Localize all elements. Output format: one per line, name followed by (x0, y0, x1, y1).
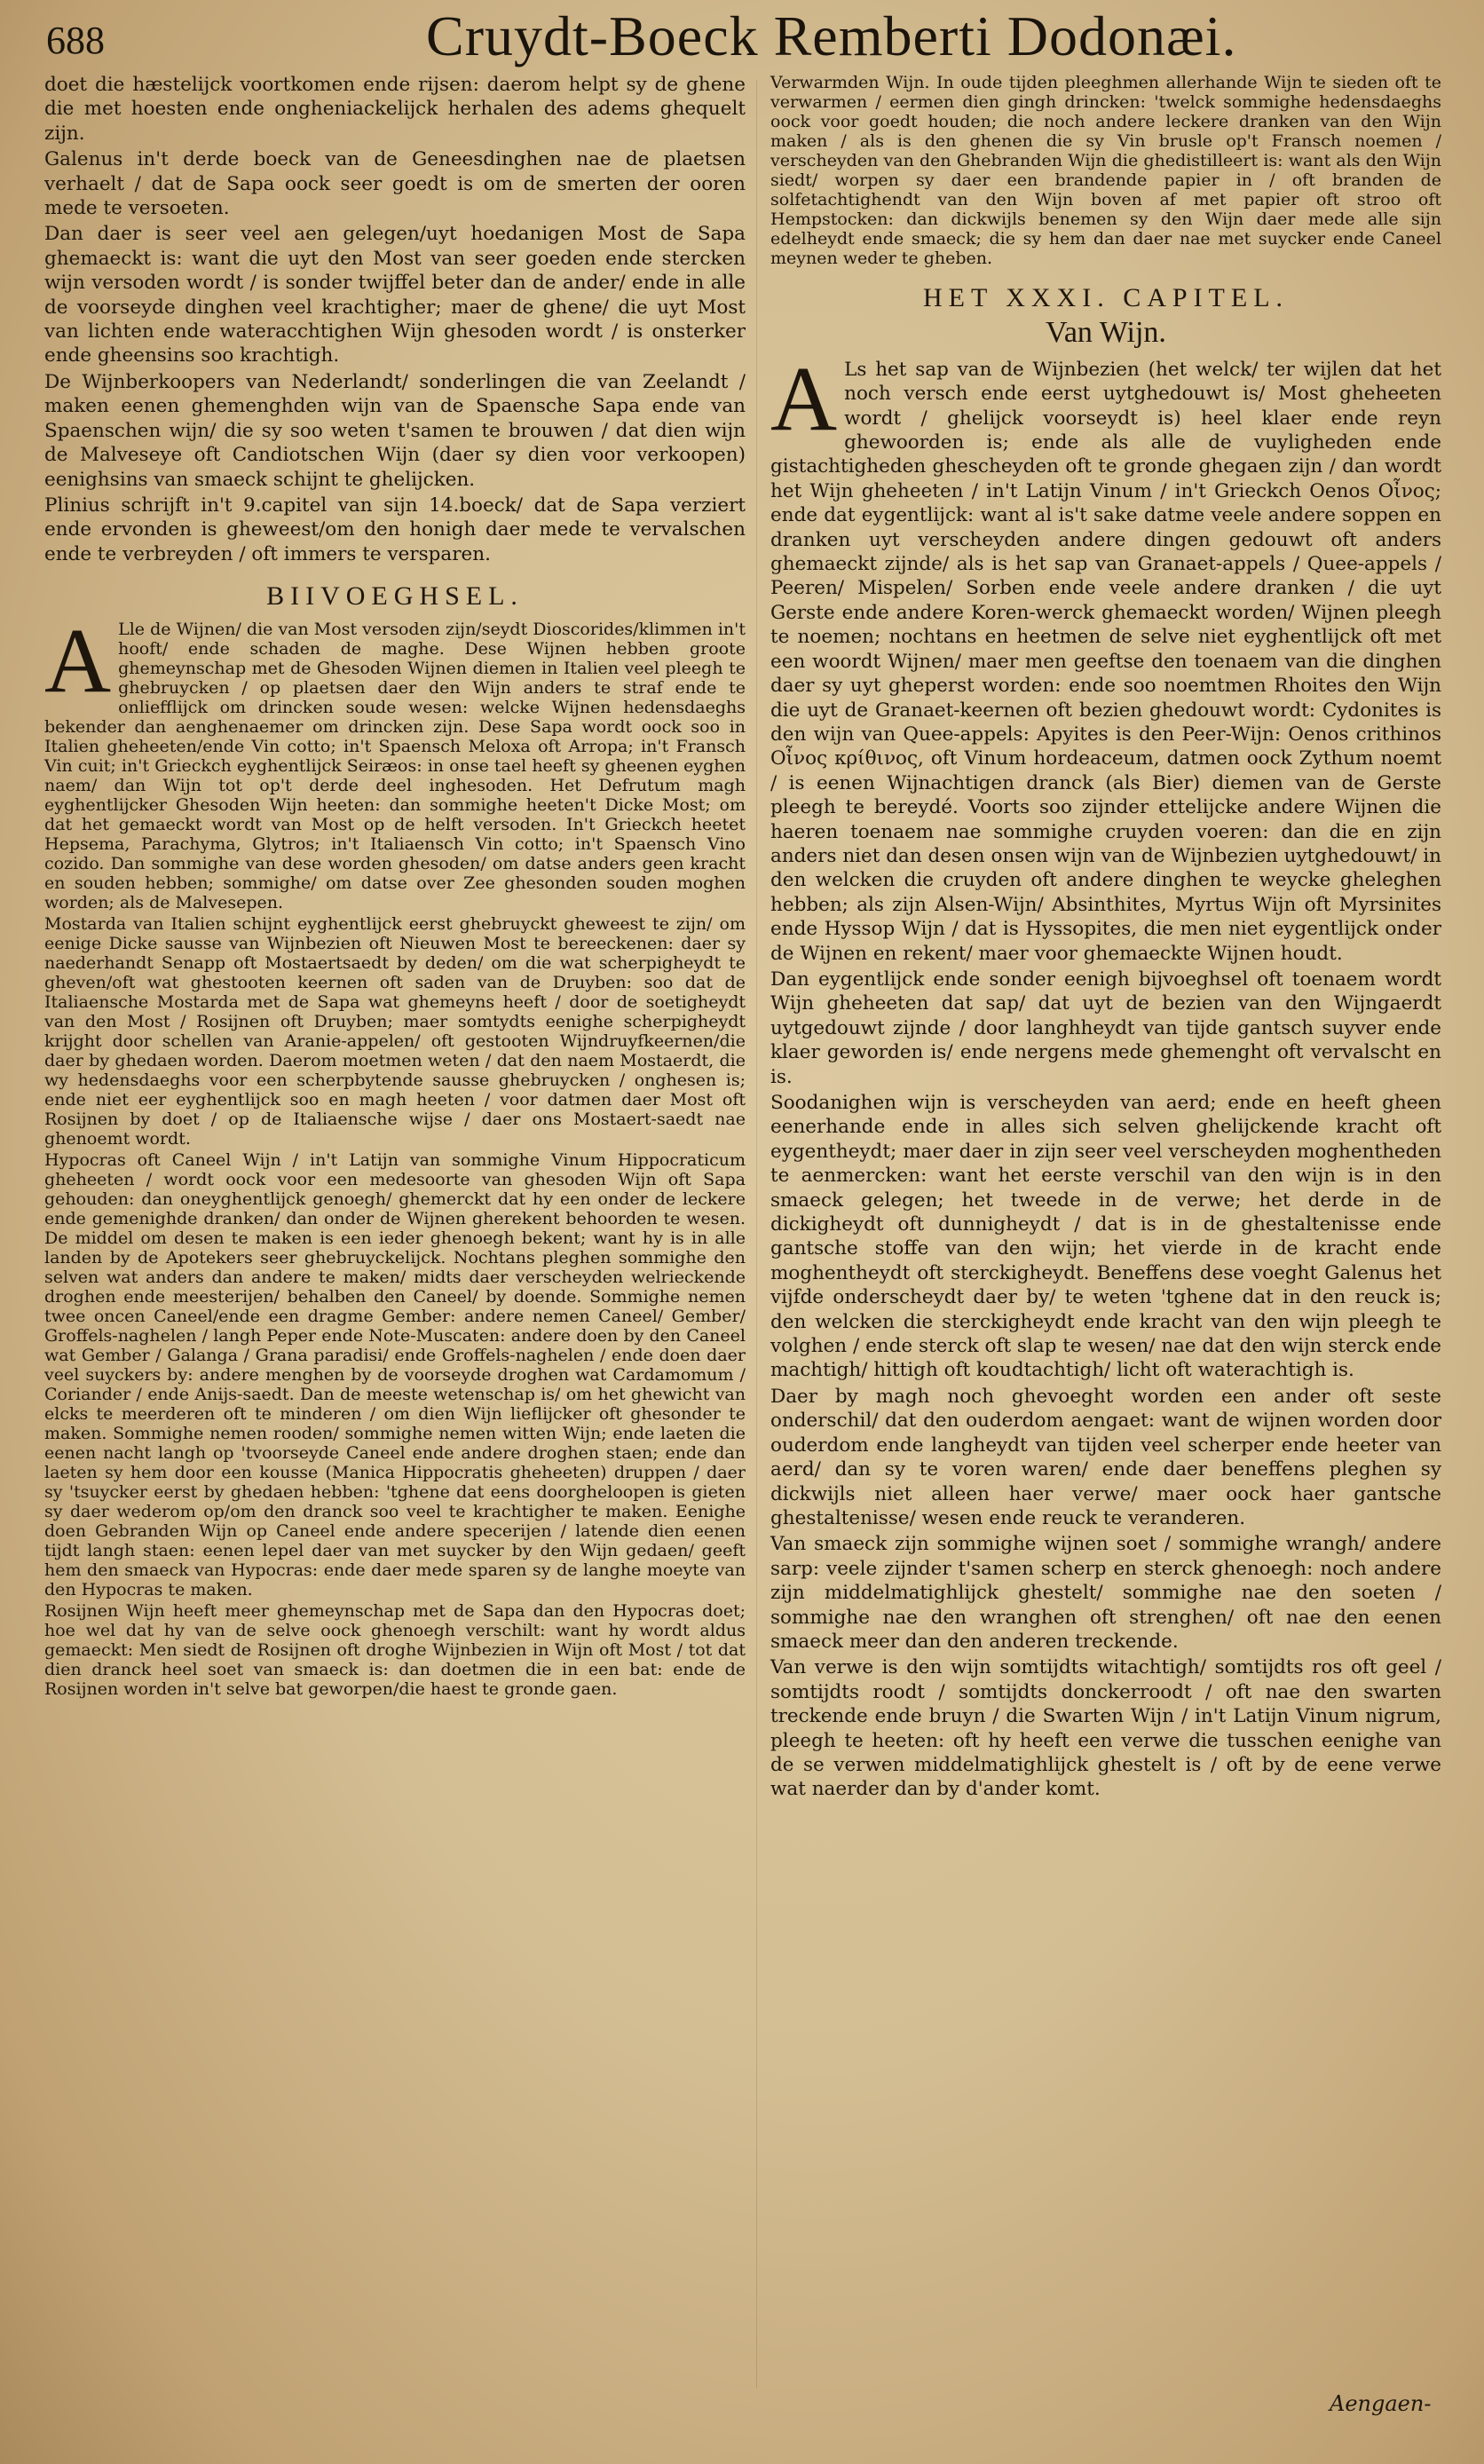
left-paragraph-3: Dan daer is seer veel aen gelegen/uyt hoedanigen Most de Sapa ghemaeckt is: want die uyt den Most van seer goeden ende stercken wijn versoden wordt / is sonder twijffel beter dan de ander/ ende in alle de voorseyde dinghen veel krachtigher; maer de ghene/ die uyt Most van lichten ende wateracchtighen Wijn ghesoden wordt / is onsterker ende gheensins soo krachtigh. (44, 223, 746, 367)
left-paragraph-4: De Wijnberkoopers van Nederlandt/ sonderlingen die van Zeelandt / maken eenen ghemenghden wijn van de Spaensche Sapa ende van Spaenschen wijn/ die sy soo weten t'samen te brouwen / dat dien wijn de Malveseye oft Candiotschen Wijn (daer sy dien voor verkoopen) eenighsins van smaeck schijnt te ghelijcken. (44, 370, 746, 491)
bijvoeghsel-paragraph-3: Hypocras oft Caneel Wijn / in't Latijn van sommighe Vinum Hippocraticum gheheeten / wordt oock voor een medesoorte van ghesoden Wijn oft Sapa gehouden: dan oneyghentlijck genoegh/ ghemerckt dat hy een onder de leckere ende gemenighde dranken/ dan onder de Wijnen gherekent behoorden te wesen. De middel om desen te maken is een ieder ghenoegh bekent; want hy is in alle landen by de Apotekers seer ghebruyckelijck. Nochtans pleghen sommighe den selven wat anders dan andere te maken/ midts daer verscheyden welrieckende droghen ende meesterijen/ behalben den Caneel/ by doende. Sommighe nemen twee oncen Caneel/ende een dragme Gember: andere nemen Caneel/ Gember/ Groffels-naghelen / langh Peper ende Note-Muscaten: andere doen by den Caneel wat Gember / Galanga / Grana paradisi/ ende Groffels-naghelen / ende doen daer veel suyckers by: andere menghen by de voorseyde droghen wat Cardamomum / Coriander / ende Anijs-saedt. Dan de meeste wetenschap is/ om het ghewicht van elcks te meerderen oft te minderen / om dien Wijn lieflijcker oft ghesonder te maken. Sommighe nemen rooden/ sommighe nemen witten Wijn; ende laeten die eenen nacht langh op 'tvoorseyde Caneel ende andere droghen staen; ende dan laeten sy hem door een kousse (Manica Hippocratis gheheeten) druppen / daer sy 'tsuycker eerst by ghedaen hebben: 'tghene dat eens doorgheloopen is gieten sy daer wederom op/om den dranck soo veel te krachtigher te maken. Eenighe doen Gebranden Wijn op Caneel ende andere specerijen / latende dien eenen tijdt langh staen: eenen lepel daer van met suycker by den Wijn gedaen/ geeft hem den smaeck van Hypocras: ende daer mede sparen sy de langhe moeyte van den Hypocras te maken. (44, 1149, 746, 1599)
left-paragraph-1: doet die hæstelijck voortkomen ende rijsen: daerom helpt sy de ghene die met hoesten ende ongheniackelijck herhalen des adems ghequelt zijn. (44, 74, 746, 145)
running-title: Cruydt-Boeck Remberti Dodonæi. (426, 4, 1237, 67)
catchword: Aengaen- (1330, 2391, 1432, 2416)
bijvoeghsel-paragraph-1: Lle de Wijnen/ die van Most versoden zijn/seydt Dioscorides/klimmen in't hooft/ ende schaden de maghe. Dese Wijnen hebben groote ghemeynschap met de Ghesoden Wijnen diemen in Italien veel pleegh te ghebruycken / op plaetsen daer den Wijn anders te straf ende te onliefflijck om drincken soude wesen: welcke Wijnen hedensdaeghs bekender dan aenghenaemer om drincken zijn. Dese Sapa wordt oock soo in Italien gheheeten/ende Vin cotto; in't Spaensch Meloxa oft Arropa; in't Fransch Vin cuit; in't Grieckch eyghentlijck Seiræos: in onse tael heeft sy gheenen eyghen naem/ dan Wijn tot op't derde deel inghesoden. Het Defrutum magh eyghentlijcker Ghesoden Wijn heeten: dan sommighe heeten't Dicke Most; om dat het gemaeckt wordt van Most op de helft versoden. In't Grieckch heetet Hepsema, Parachyma, Glytros; in't Italiaensch Vin cotto; in't Spaensch Vino cozido. Dan sommighe van dese worden ghesoden/ om datse anders geen kracht en souden hebben; sommighe/ om datse over Zee ghesonden souden moghen worden; als de Malvesepen. (44, 619, 746, 912)
right-paragraph-3: Soodanighen wijn is verscheyden van aerd; ende en heeft gheen eenerhande ende in alles sich selven ghelijckende kracht oft eygentheydt; maer daer in zijn seer veel verscheyden moghentheden te aenmercken: want het eerste verschil van den wijn is in den smaeck gelegen; het tweede in de verwe; het derde in de dickigheydt oft dunnigheydt / dat is in de ghestaltenisse ende gantsche stoffe van den wijn; het vierde in de kracht ende moghentheydt oft sterckigheydt. Beneffens dese voeght Galenus het vijfde onderscheydt daer by/ te weten 'tghene dat in den reuck is; den welcken die sterckigheydt ende kracht van den wijn pleegh te volghen / ende sterck oft slap te wesen/ nae dat den wijn sterck ende machtigh/ hittigh oft koudtachtigh/ licht oft waterachtigh is. (770, 1092, 1441, 1382)
right-paragraph-4: Daer by magh noch ghevoeght worden een ander oft seste onderschil/ dat den ouderdom aengaet: want de wijnen worden door ouderdom ende langheydt van tijden veel scherper ende heeter van aerd/ dan sy te voren waren/ ende daer beneffens pleghen sy dickwijls niet alleen haer verwe/ maer oock haer gantsche ghestaltenisse/ wesen ende reuck te veranderen. (770, 1385, 1441, 1529)
chapter-heading: HET XXXI. CAPITEL. (922, 283, 1290, 312)
bijvoeghsel-paragraph-2: Mostarda van Italien schijnt eyghentlijck eerst ghebruyckt gheweest te zijn/ om eenige Dicke sausse van Wijnbezien oft Nieuwen Most te bereeckenen: daer sy naederhandt Senapp oft Mostaertsaedt by deden/ om die wat scherpigheydt te gheven/oft wat ghestooten keernen oft saden van de Druyben: soo dat de Italiaensche Mostarda met de Sapa wat ghemeyns heeft / door de soetigheydt van den Most / Rosijnen oft Druyben; maer somtydts eenighe scherpigheydt krijght door schellen van Aranie-appelen/ oft gestooten Wijndruyfkeernen/die daer by ghedaen worden. Daerom moetmen weten / dat den naem Mostaerdt, die wy hedensdaeghs voor een scherpbytende sausse ghebruycken / onghesen is; ende niet eer eyghentlijck soo en magh heeten / voor datmen daer Most oft Rosijnen by doet / op de Italiaensche wijse / daer ons Mostaert-saedt nae ghenoemt wordt. (44, 913, 746, 1149)
right-column (770, 73, 1441, 1804)
page-number: 688 (46, 19, 105, 62)
right-paragraph-1: Ls het sap van de Wijnbezien (het welck/ ter wijlen dat het noch versch ende eerst uytghedouwt is/ Most gheheeten wordt / ghelijck voorseydt is) heel klaer ende reyn ghewoorden is; ende als alle de vuyligheden ende gistachtigheden ghescheyden oft te gronde ghegaen zijn / dan wordt het Wijn gheheeten / in't Latijn Vinum / in't Grieckch Oenos Οἶνος; ende dat eygentlijck: want al is't sake datme veele andere soppen en dranken uyt verscheyden andere dingen gedouwt oft anders ghemaeckt zijnde/ als is het sap van Granaet-appels / Quee-appels / Peeren/ Mispelen/ Sorben ende veele andere dranken / die uyt Gerste ende andere Koren-werck ghemaeckt worden/ Wijnen pleegh te noemen; nochtans en heetmen de selve niet eyghentlijck oft met een woordt Wijnen/ maer men geeftse den toenaem van die dinghen daer sy uyt gheperst worden: ende soo noemtmen Rhoites den Wijn die uyt de Granaet-keernen oft bezien ghedouwt wordt: Cydonites is den wijn van Quee-appels: Apyites is den Peer-Wijn: Oenos crithinos Οἶνος κρίθινος, oft Vinum hordeaceum, datmen oock Zythum noemt / is eenen Wijnachtigen dranck (als Bier) diemen van de Gerste pleegh te bereydé. Voorts soo zijnder ettelijcke andere Wijnen die haeren toenaem nae sommighe cruyden voeren: dan die en zijn anders niet dan desen onsen wijn van de Wijnbezien uytghedouwt/ in den welcken die cruyden oft andere dinghen te weycke gheleghen hebben; als zijn Alsen-Wijn/ Absinthites, Myrtus Wijn oft Myrsinites ende Hyssop Wijn / dat is Hyssopites, die men niet eygentlijck onder de Wijnen en rekent/ maer voor ghemaeckte Wijnen houdt. (770, 358, 1441, 965)
right-paragraph-2: Dan eygentlijck ende sonder eenigh bijvoeghsel oft toenaem wordt Wijn gheheeten dat sap/ dat uyt de bezien van den Wijngaerdt uytgedouwt zijnde / door langhheydt van tijde gantsch suyver ende klaer geworden is/ ende nergens mede ghemenght oft vervalscht en is. (770, 967, 1441, 1088)
section-heading-bijvoeghsel: BIIVOEGHSEL. (266, 581, 524, 612)
chapter-dropcap: A (770, 347, 838, 450)
chapter-subtitle: Van Wijn. (1046, 316, 1166, 350)
left-paragraph-2: Galenus in't derde boeck van de Geneesdinghen nae de plaetsen verhaelt / dat de Sapa oock seer goedt is om de smerten der ooren mede te versoeten. (44, 148, 746, 220)
left-paragraph-5: Plinius schrijft in't 9.capitel van sijn 14.boeck/ dat de Sapa verziert ende ervonden is gheweest/om den honigh daer mede te vervalschen ende te verbreyden / oft immers te versparen. (44, 494, 746, 565)
left-column (44, 73, 746, 1701)
column-divider (756, 80, 757, 2388)
right-paragraph-6: Van verwe is den wijn somtijdts witachtigh/ somtijdts ros oft geel / somtijdts roodt / somtijdts donckerroodt / oft nae den swarten treckende ende bruyn / die Swarten Wijn / in't Latijn Vinum nigrum, pleegh te heeten: oft hy heeft een verwe die tusschen eenighe van de se verwen middelmatighlijck ghestelt is / oft by de eene verwe wat naerder dan by d'ander komt. (770, 1656, 1441, 1801)
right-intro-paragraph: Verwarmden Wijn. In oude tijden pleeghmen allerhande Wijn te sieden oft te verwarmen / eermen dien gingh drincken: 'twelck sommighe hedensdaeghs oock voor goedt houden; die noch andere leckere dranken van den Wijn maken / als is den ghenen die sy Vin brusle op't Fransch noemen / verscheyden van den Ghebranden Wijn die ghedistilleert is: want als den Wijn siedt/ worpen sy daer een brandende papier in / oft branden de solfetachtighendt van den Wijn boven af met papier oft stroo oft Hempstocken: dan dickwijls benemen sy den Wijn daer mede alle sijn edelheydt ende smaeck; die sy hem dan daer nae met suycker ende Caneel meynen weder te gheben. (770, 73, 1441, 268)
bijvoeghsel-paragraph-4: Rosijnen Wijn heeft meer ghemeynschap met de Sapa dan den Hypocras doet; hoe wel dat hy van de selve oock ghenoegh verschilt: want hy wordt aldus gemaeckt: Men siedt de Rosijnen oft droghe Wijnbezien in Wijn oft Most / tot dat dien dranck heel soet van smaeck is: dan doetmen die in een bat: ende de Rosijnen worden in't selve bat geworpen/die haest te gronde gaen. (44, 1600, 746, 1699)
right-paragraph-5: Van smaeck zijn sommighe wijnen soet / sommighe wrangh/ andere sarp: veele zijnder t'samen scherp en sterck ghenoegh: noch andere zijn middelmatighlijck ghestelt/ sommighe nae den soeten / sommighe nae den wranghen oft strenghen/ oft nae den eenen smaeck meer dan den anderen treckende. (770, 1533, 1441, 1653)
bijvoeghsel-dropcap: A (44, 609, 112, 712)
